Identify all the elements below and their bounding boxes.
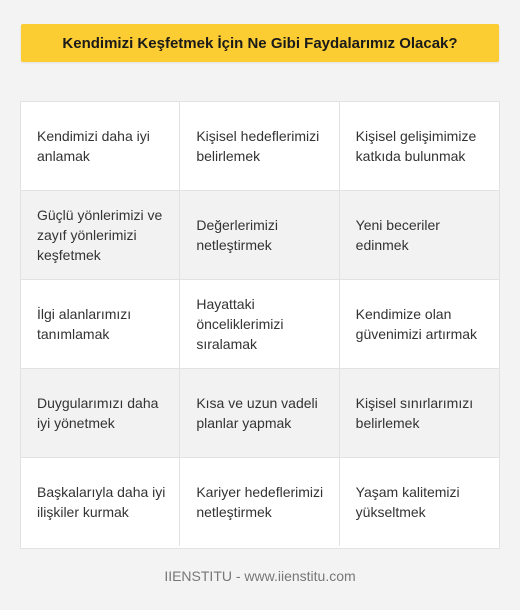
table-row [21,369,499,458]
footer-credit: IIENSTITU - www.iienstitu.com [164,568,356,584]
table-cell: Duygularımızı daha iyi yönetmek [21,369,180,457]
benefits-table [20,101,500,549]
table-cell: Kişisel gelişimimize katkıda bulunmak [355,128,477,164]
table-cell: Kısa ve uzun vadeli planlar yapmak [180,369,339,457]
table-row [21,191,499,280]
table-cell: Kendimizi daha iyi anlamak [21,102,180,190]
table-row [21,280,499,369]
table-row [21,102,499,191]
title-banner [21,24,499,62]
table-cell: Kendimize olan güvenimizi artırmak [355,306,478,342]
table-cell: Başkalarıyla daha iyi ilişkiler kurmak [21,458,180,546]
table-cell: Hayattaki önceliklerimizi sıralamak [180,280,339,368]
table-cell: Yaşam kalitemizi yükseltmek [355,484,460,520]
table-cell: Kişisel sınırlarımızı belirlemek [355,395,474,431]
table-cell: Değerlerimizi netleştirmek [180,191,339,279]
table-cell: Kariyer hedeflerimizi netleştirmek [180,458,339,546]
page-title: Kendimizi Keşfetmek İçin Ne Gibi Faydalarımız Olacak? [62,34,458,52]
table-row [21,458,499,546]
table-cell: Güçlü yönlerimizi ve zayıf yönlerimizi keşfetmek [21,191,180,279]
table-cell: Kişisel hedeflerimizi belirlemek [180,102,339,190]
table-cell: Yeni beceriler edinmek [355,217,440,253]
table-cell: İlgi alanlarımızı tanımlamak [21,280,180,368]
